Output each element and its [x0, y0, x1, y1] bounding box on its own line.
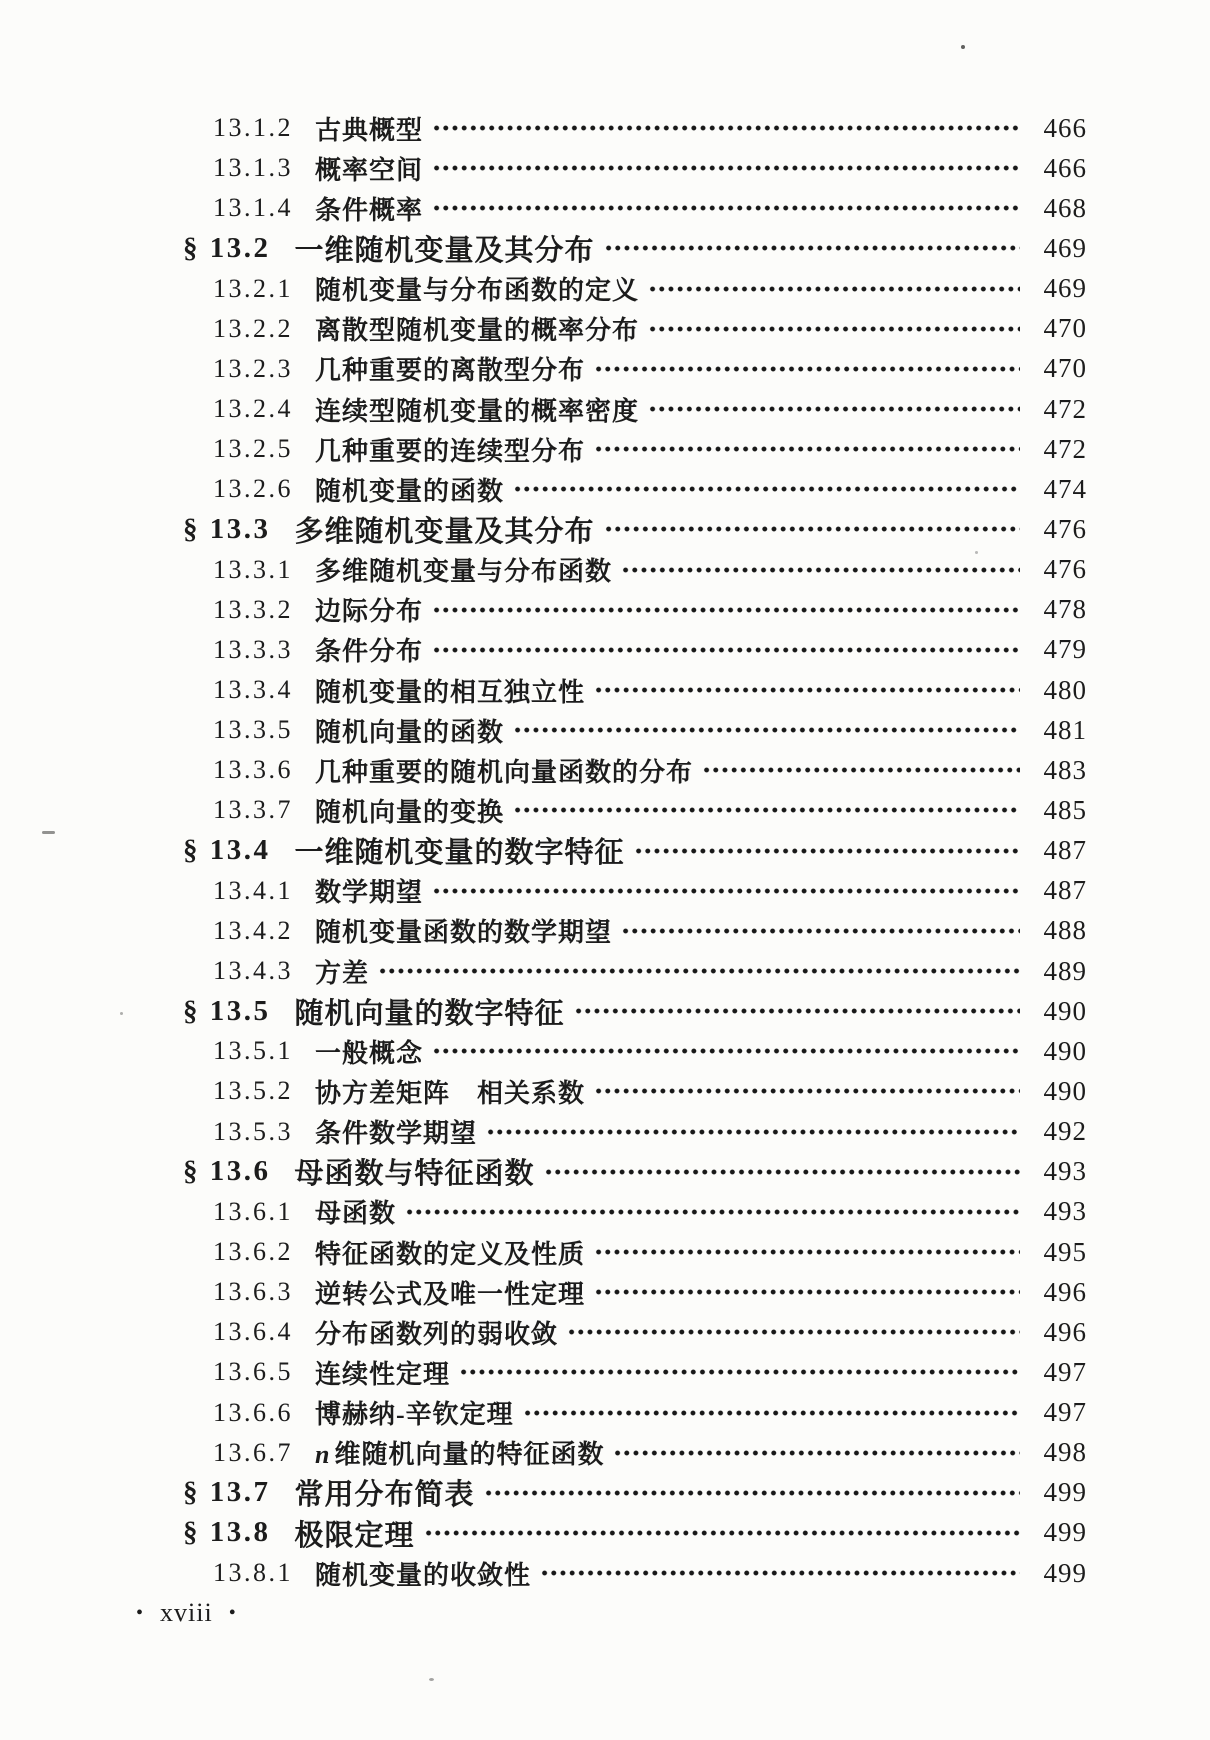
- toc-entry-page: 496: [1043, 1276, 1087, 1307]
- toc-entry: [183, 269, 1087, 309]
- toc-entry-page: 485: [1043, 794, 1087, 825]
- toc-entry-page: 497: [1043, 1356, 1087, 1387]
- toc-entry-number: 13.2.3: [213, 353, 293, 383]
- toc-entry-number: 13.6.2: [213, 1237, 293, 1266]
- toc-entry-number: 13.6.7: [213, 1437, 293, 1467]
- toc-entry-title: 分布函数列的弱收敛: [315, 1319, 559, 1349]
- toc-entry-title: 随机变量的函数: [315, 476, 505, 506]
- toc-entry: [183, 309, 1087, 349]
- toc-entry-number: 13.2.2: [213, 313, 293, 343]
- toc-entry: [183, 710, 1087, 750]
- toc-entry-title: 协方差矩阵 相关系数: [315, 1078, 586, 1108]
- toc-entry-title: 一般概念: [315, 1038, 424, 1068]
- toc-entry-title: 连续性定理: [315, 1359, 451, 1389]
- dot-leader: [567, 1328, 1020, 1336]
- toc-entry-title: n 维随机向量的特征函数: [315, 1440, 605, 1470]
- toc-entry-page: 479: [1043, 634, 1087, 665]
- toc-entry-page: 498: [1043, 1437, 1087, 1468]
- scan-speck: [429, 1678, 434, 1681]
- toc-entry: [183, 469, 1087, 509]
- toc-entry-page: 481: [1043, 714, 1087, 745]
- dot-leader: [621, 927, 1020, 935]
- toc-entry-title: 概率空间: [315, 155, 424, 185]
- toc-entry-page: 499: [1043, 1517, 1087, 1548]
- toc-entry-page: 469: [1043, 232, 1087, 263]
- toc-entry-number: § 13.4: [183, 834, 271, 867]
- dot-leader: [702, 766, 1020, 774]
- dot-leader: [378, 967, 1020, 975]
- toc-entry-page: 466: [1043, 152, 1087, 183]
- toc-entry-number: 13.3.7: [213, 795, 293, 825]
- toc-entry-title: 随机变量函数的数学期望: [315, 918, 613, 948]
- toc-entry: [183, 790, 1087, 830]
- toc-entry: [183, 228, 1087, 268]
- dot-leader: [621, 566, 1020, 574]
- dot-leader: [594, 1288, 1020, 1296]
- dot-leader: [604, 244, 1020, 252]
- toc-entry-page: 476: [1043, 554, 1087, 585]
- toc-entry-title: 随机向量的数字特征: [294, 997, 565, 1030]
- toc-entry: [183, 630, 1087, 670]
- toc-entry-title: 特征函数的定义及性质: [315, 1239, 586, 1269]
- dot-leader: [432, 646, 1020, 654]
- scan-speck: [975, 551, 978, 554]
- toc-entry-page: 493: [1043, 1156, 1087, 1187]
- toc-entry-page: 472: [1043, 433, 1087, 464]
- dot-leader: [513, 726, 1020, 734]
- toc-entry-title: 离散型随机变量的概率分布: [315, 316, 640, 346]
- toc-entry-number: § 13.5: [183, 994, 271, 1027]
- toc-entry-title: 多维随机变量与分布函数: [315, 557, 613, 587]
- dot-leader: [648, 405, 1020, 413]
- toc-entry: [183, 871, 1087, 911]
- toc-entry-page: 487: [1043, 835, 1087, 866]
- toc-entry-number: 13.4.1: [213, 875, 293, 905]
- toc-entry-number: 13.3.6: [213, 755, 293, 785]
- toc-entry-number: § 13.6: [183, 1155, 271, 1188]
- toc-entry-page: 496: [1043, 1316, 1087, 1347]
- toc-entry: [183, 429, 1087, 469]
- dot-leader: [594, 1248, 1020, 1256]
- toc-entry: [183, 509, 1087, 549]
- dot-leader: [648, 285, 1020, 293]
- toc-entry: [183, 991, 1087, 1031]
- toc-entry-page: 469: [1043, 273, 1087, 304]
- toc-entry-page: 466: [1043, 112, 1087, 143]
- dot-leader: [594, 686, 1020, 694]
- toc-entry: [183, 1232, 1087, 1272]
- toc-entry-number: 13.3.5: [213, 715, 293, 745]
- toc-entry-number: 13.4.3: [213, 956, 293, 986]
- toc-entry: [183, 108, 1087, 148]
- toc-entry-title: 几种重要的连续型分布: [315, 436, 586, 466]
- toc-entry-page: 487: [1043, 875, 1087, 906]
- toc-entry-page: 490: [1043, 1075, 1087, 1106]
- toc-entry-title: 母函数与特征函数: [294, 1158, 535, 1191]
- toc-entry-page: 480: [1043, 674, 1087, 705]
- toc-entry-title: 方差: [315, 958, 370, 988]
- toc-entry-title: 逆转公式及唯一性定理: [315, 1279, 586, 1309]
- toc-entry: [183, 550, 1087, 590]
- toc-entry-title: 多维随机变量及其分布: [294, 515, 595, 548]
- dot-leader: [405, 1208, 1020, 1216]
- toc-entry-number: 13.1.3: [213, 153, 293, 183]
- dot-leader: [574, 1007, 1020, 1015]
- scan-speck: [961, 45, 965, 49]
- toc-entry-title: 几种重要的离散型分布: [315, 356, 586, 386]
- toc-entry-number: 13.5.1: [213, 1036, 293, 1066]
- toc-entry-number: 13.2.5: [213, 434, 293, 464]
- toc-entry-title: 随机变量的相互独立性: [315, 677, 586, 707]
- toc-entry-page: 470: [1043, 353, 1087, 384]
- toc-entry: [183, 1433, 1087, 1473]
- dot-leader: [523, 1409, 1020, 1417]
- toc-entry-title: 古典概型: [315, 115, 424, 145]
- toc-entry-title: 一维随机变量及其分布: [294, 235, 595, 267]
- dot-leader: [432, 164, 1020, 172]
- toc-entry-number: § 13.3: [183, 512, 271, 545]
- scan-speck: [120, 1012, 123, 1015]
- toc-entry-number: 13.6.1: [213, 1196, 293, 1226]
- toc-entry-title: 博赫纳-辛钦定理: [315, 1400, 514, 1430]
- toc-entry: [183, 590, 1087, 630]
- toc-entry: [183, 1031, 1087, 1071]
- toc-entry: [183, 750, 1087, 790]
- toc-entry-page: 472: [1043, 393, 1087, 424]
- toc-entry-page: 489: [1043, 955, 1087, 986]
- toc-entry: [183, 1553, 1087, 1593]
- toc-entry-page: 490: [1043, 1035, 1087, 1066]
- dot-leader: [648, 325, 1020, 333]
- dot-leader: [613, 1449, 1020, 1457]
- toc-entry-title: 极限定理: [294, 1519, 415, 1552]
- dot-leader: [432, 1047, 1020, 1055]
- toc-entry-page: 493: [1043, 1196, 1087, 1227]
- toc-entry-title: 条件分布: [315, 637, 424, 667]
- toc-entry: [183, 1071, 1087, 1111]
- toc-entry-page: 492: [1043, 1116, 1087, 1147]
- toc-entry-page: 499: [1043, 1557, 1087, 1588]
- dot-leader: [486, 1128, 1020, 1136]
- dot-leader: [604, 525, 1020, 533]
- dot-leader: [544, 1168, 1020, 1176]
- toc-entry-number: 13.3.1: [213, 554, 293, 584]
- toc-entry-number: 13.3.3: [213, 634, 293, 664]
- toc-entry-number: 13.5.2: [213, 1076, 293, 1106]
- toc-entry: [183, 1352, 1087, 1392]
- toc-entry-title: 随机变量与分布函数的定义: [315, 276, 640, 306]
- toc-entry-number: 13.6.4: [213, 1317, 293, 1347]
- toc-entry-number: 13.2.1: [213, 273, 293, 303]
- dot-leader: [432, 606, 1020, 614]
- dot-leader: [594, 365, 1020, 373]
- footer-page-label: xviii: [160, 1598, 213, 1627]
- dot-leader: [459, 1368, 1020, 1376]
- toc-entry: [183, 911, 1087, 951]
- dot-leader: [432, 124, 1020, 132]
- toc-entry-title: 几种重要的随机向量函数的分布: [315, 757, 694, 787]
- toc-entry-title: 数学期望: [315, 878, 424, 908]
- toc-entry-number: 13.1.2: [213, 113, 293, 143]
- toc-entry: [183, 389, 1087, 429]
- toc-entry-page: 468: [1043, 192, 1087, 223]
- toc-entry-title: 母函数: [315, 1199, 397, 1229]
- toc-entry-title: 随机向量的函数: [315, 717, 505, 747]
- toc-entry: [183, 670, 1087, 710]
- dot-leader: [594, 1087, 1020, 1095]
- dot-leader: [634, 847, 1020, 855]
- toc-entry: [183, 1312, 1087, 1352]
- footer-bullet-right: •: [228, 1602, 237, 1624]
- toc-entry-title: 随机向量的变换: [315, 797, 505, 827]
- toc-entry-title: 常用分布简表: [294, 1479, 475, 1512]
- toc-entry-number: § 13.2: [183, 231, 271, 264]
- toc-entry-page: 478: [1043, 594, 1087, 625]
- toc-entry-number: § 13.7: [183, 1476, 271, 1509]
- toc-entry: [183, 1473, 1087, 1513]
- footer-bullet-left: •: [136, 1602, 145, 1624]
- toc-entry-number: 13.3.4: [213, 675, 293, 705]
- scan-speck: [42, 831, 55, 834]
- toc-entry: [183, 1393, 1087, 1433]
- toc-list: [183, 108, 1087, 1593]
- toc-entry-page: 488: [1043, 915, 1087, 946]
- toc-entry-number: 13.6.6: [213, 1397, 293, 1427]
- toc-entry-page: 470: [1043, 313, 1087, 344]
- dot-leader: [513, 806, 1020, 814]
- toc-entry-number: 13.3.2: [213, 594, 293, 624]
- dot-leader: [432, 204, 1020, 212]
- dot-leader: [513, 485, 1020, 493]
- dot-leader: [540, 1569, 1020, 1577]
- toc-entry-title: 条件概率: [315, 195, 424, 225]
- dot-leader: [594, 445, 1020, 453]
- toc-entry: [183, 1272, 1087, 1312]
- toc-entry-number: 13.6.5: [213, 1357, 293, 1387]
- toc-entry: [183, 188, 1087, 228]
- toc-entry-number: 13.5.3: [213, 1116, 293, 1146]
- toc-entry-title: 边际分布: [315, 597, 424, 627]
- toc-entry-number: 13.1.4: [213, 193, 293, 223]
- toc-entry-number: 13.4.2: [213, 915, 293, 945]
- toc-entry: [183, 1192, 1087, 1232]
- toc-entry: [183, 951, 1087, 991]
- toc-entry-page: 490: [1043, 995, 1087, 1026]
- toc-entry: [183, 831, 1087, 871]
- toc-entry-page: 497: [1043, 1397, 1087, 1428]
- toc-entry-page: 474: [1043, 473, 1087, 504]
- toc-entry: [183, 1513, 1087, 1553]
- dot-leader: [484, 1489, 1020, 1497]
- toc-entry-page: 495: [1043, 1236, 1087, 1267]
- toc-entry-page: 476: [1043, 513, 1087, 544]
- toc-entry-number: 13.2.4: [213, 394, 293, 424]
- dot-leader: [432, 887, 1020, 895]
- toc-entry-number: § 13.8: [183, 1516, 271, 1549]
- toc-entry-title: 条件数学期望: [315, 1119, 478, 1149]
- page-footer: [136, 1598, 237, 1628]
- toc-entry-page: 499: [1043, 1477, 1087, 1508]
- dot-leader: [424, 1529, 1020, 1537]
- toc-entry-number: 13.6.3: [213, 1277, 293, 1307]
- toc-entry: [183, 349, 1087, 389]
- toc-entry: [183, 1152, 1087, 1192]
- toc-entry: [183, 1112, 1087, 1152]
- toc-entry: [183, 148, 1087, 188]
- toc-entry-title: 一维随机变量的数字特征: [294, 837, 625, 870]
- toc-entry-title: 连续型随机变量的概率密度: [315, 396, 640, 426]
- toc-entry-title: 随机变量的收敛性: [315, 1560, 532, 1590]
- toc-entry-number: 13.2.6: [213, 474, 293, 504]
- toc-entry-number: 13.8.1: [213, 1558, 293, 1588]
- toc-entry-page: 483: [1043, 754, 1087, 785]
